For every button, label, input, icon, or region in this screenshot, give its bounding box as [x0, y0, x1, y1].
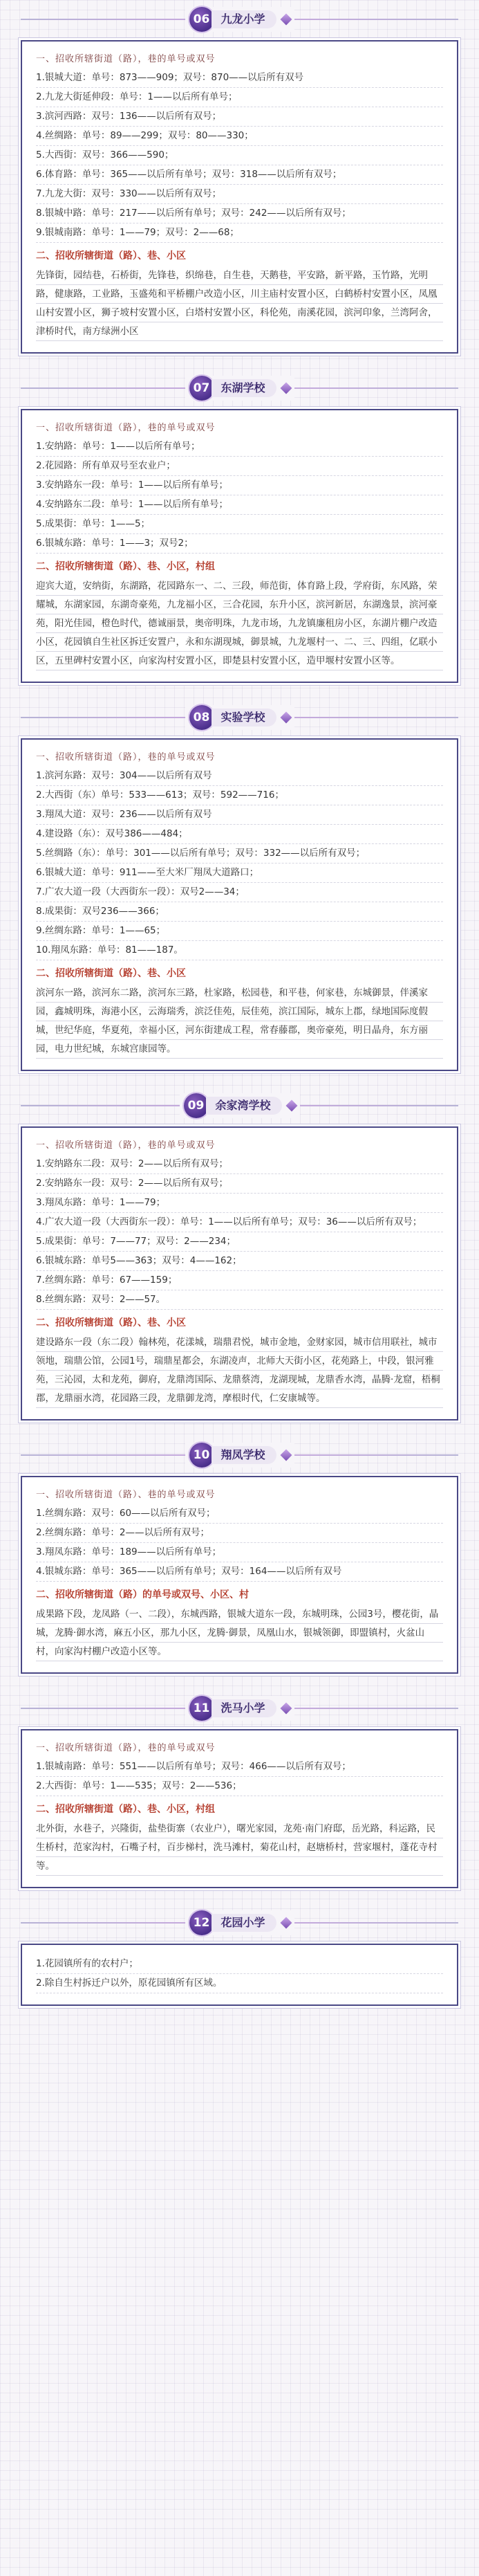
school-name: 东湖学校	[211, 379, 276, 397]
school-name: 洗马小学	[211, 1699, 276, 1717]
road-item: 7.九龙大街：双号：330——以后所有双号；	[36, 185, 443, 204]
road-list	[36, 1955, 443, 1993]
road-item: 7.广农大道一段（大西街东一段）：双号2——34；	[36, 883, 443, 902]
section-1-heading: 一、招收所辖街道（路），巷的单号或双号	[36, 423, 216, 433]
road-item: 1.安纳路：单号：1——以后所有单号；	[36, 437, 443, 457]
school-number: 07	[189, 376, 214, 401]
road-item: 6.体育路：单号：365——以后所有单号；双号：318——以后所有双号；	[36, 165, 443, 185]
road-item: 4.银城东路：单号：365——以后所有单号；双号：164——以后所有双号	[36, 1562, 443, 1582]
road-item: 1.安纳路东二段：双号：2——以后所有双号；	[36, 1155, 443, 1174]
road-item: 8.银城中路：单号：217——以后所有单号；双号：242——以后所有双号；	[36, 204, 443, 223]
section-1-heading: 一、招收所辖街道（路）、巷的单号或双号	[36, 1490, 216, 1500]
school-number: 12	[189, 1910, 214, 1935]
section-2-heading: 二、招收所辖街道（路）、巷、小区	[36, 968, 186, 979]
road-list	[36, 1504, 443, 1582]
section-1-heading: 一、招收所辖街道（路），巷的单号或双号	[36, 1743, 216, 1753]
school-section-12	[0, 1909, 479, 2006]
section-1-heading: 一、招收所辖街道（路），巷的单号或双号	[36, 1140, 216, 1151]
road-list	[36, 1155, 443, 1310]
section-2-heading: 二、招收所辖街道（路）的单号或双号、小区、村	[36, 1589, 249, 1600]
school-number: 09	[183, 1093, 208, 1118]
road-item: 1.丝绸东路：双号：60——以后所有双号；	[36, 1504, 443, 1524]
section-2-heading: 二、招收所辖街道（路）、巷、小区	[36, 250, 186, 262]
road-item: 2.除自生村拆迁户以外，原花园镇所有区域。	[36, 1974, 443, 1993]
road-item: 2.安纳路东一段：双号：2——以后所有双号；	[36, 1174, 443, 1194]
school-name: 实验学校	[211, 709, 276, 727]
school-card	[21, 409, 458, 683]
school-title-badge	[185, 1443, 294, 1468]
section-2-heading: 二、招收所辖街道（路）、巷、小区，村组	[36, 561, 215, 572]
road-item: 2.大西街（东）单号：533——613；双号：592——716；	[36, 786, 443, 805]
school-section-09	[0, 1092, 479, 1421]
road-item: 3.翔凤东路：单号：189——以后所有单号；	[36, 1543, 443, 1562]
section-2-heading: 二、招收所辖街道（路）、巷、小区	[36, 1317, 186, 1328]
diamond-icon	[280, 1703, 292, 1715]
road-item: 6.银城东路：单号5——363；双号：4——162；	[36, 1252, 443, 1271]
school-card	[21, 1126, 458, 1421]
section-2-text: 成果路下段，龙凤路（一、二段），东城西路，银城大道东一段，东城明珠，公园3号，樱花街，晶城，龙腾·御水湾，麻五小区，那九小区，龙腾·御景，凤凰山水，银城领御，即盟镇村，火盆山村，向家沟村棚户改造小区等。	[36, 1605, 443, 1661]
school-section-07	[0, 374, 479, 683]
school-title-row	[0, 1909, 479, 1937]
diamond-icon	[280, 1450, 292, 1461]
section-2-text: 滨河东一路，滨河东二路，滨河东三路，杜家路，松园巷，和平巷，何家巷，东城御景，伴溪家园，鑫城明珠，海港小区，云海瑞秀，滨泛佳苑，辰佳苑，滨江国际，城东上郡，绿地国际度假城，世纪华庭，华夏苑，幸福小区，河东街建成工程，常春藤郡，奥帝豪苑，明日晶舟，东方丽园，电力世纪城，东城宫康园等。	[36, 984, 443, 1059]
school-title-row	[0, 6, 479, 33]
school-card	[21, 1944, 458, 2006]
road-item: 8.成果街：双号236——366；	[36, 902, 443, 922]
road-item: 5.大西街：双号：366——590；	[36, 146, 443, 165]
road-item: 4.安纳路东二段：单号：1——以后所有单号；	[36, 495, 443, 515]
road-item: 1.花园镇所有的农村户；	[36, 1955, 443, 1974]
road-item: 1.银城大道：单号：873——909；双号：870——以后所有双号	[36, 68, 443, 88]
road-item: 6.银城大道：单号：911——至大米厂翔凤大道路口；	[36, 864, 443, 883]
school-number: 11	[189, 1696, 214, 1721]
school-title-row	[0, 1695, 479, 1722]
section-2-text: 先锋街，园结巷，石桥街，先锋巷，织绵巷，自生巷，天鹅巷，平安路，新平路，玉竹路，光明路，健康路，工业路，玉盛苑和平桥棚户改造小区，川主庙村安置小区，白鹤桥村安置小区，凤凰山村安置小区，狮子坡村安置小区，白塔村安置小区，科伦苑，南溪花园，滨河印象，兰湾阿舍，津桥时代，南方绿洲小区	[36, 266, 443, 341]
section-1-heading: 一、招收所辖街道（路），巷的单号或双号	[36, 752, 216, 762]
school-card	[21, 1729, 458, 1888]
school-name: 余家湾学校	[205, 1097, 281, 1115]
school-name: 翔凤学校	[211, 1446, 276, 1464]
road-item: 9.丝绸东路：单号：1——65；	[36, 922, 443, 941]
school-number: 06	[189, 7, 214, 32]
school-section-06	[0, 6, 479, 354]
school-title-badge	[179, 1093, 299, 1118]
school-title-badge	[185, 376, 294, 401]
school-name: 花园小学	[211, 1914, 276, 1932]
road-item: 1.滨河东路：双号：304——以后所有双号	[36, 767, 443, 786]
school-title-row	[0, 704, 479, 731]
road-item: 5.成果街：单号：7——77；双号：2——234；	[36, 1232, 443, 1252]
road-item: 9.银城南路：单号：1——79；双号：2——68；	[36, 223, 443, 243]
school-title-badge	[185, 1910, 294, 1935]
section-2-text: 迎宾大道，安纳街，东湖路，花园路东一、二、三段，师范街，体育路上段，学府街，东风路，荣耀城，东湖家园，东湖奇豪苑，九龙福小区，三合花园，东升小区，滨河新居，东湖逸景，滨河豪苑，阳光佳园，橙色时代，德诚丽景，奥帝明珠，九龙市场，九龙镇廉租房小区，东湖片棚户改造小区，花园镇自生社区拆迁安置户，永和东湖现城，御景城，九龙堰村一、二、三、四组，亿联小区，五里碑村安置小区，向家沟村安置小区，即楚县村安置小区，造甲堰村安置小区等。	[36, 577, 443, 670]
road-list	[36, 1757, 443, 1796]
school-title-row	[0, 1092, 479, 1120]
section-2-text: 北外街，水巷子，兴隆街，盐垫街寨（农业户），曙光家园，龙苑·南门府邸，岳光路，科运路，民生桥村，范家沟村，石嘴子村，百步梯村，洗马滩村，菊花山村，赵塘桥村，营家堰村，蓬花寺村等。	[36, 1820, 443, 1876]
road-item: 2.丝绸东路：单号：2——以后所有双号；	[36, 1524, 443, 1543]
diamond-icon	[280, 1917, 292, 1929]
school-card	[21, 738, 458, 1071]
diamond-icon	[280, 383, 292, 394]
road-item: 4.丝绸路：单号：89——299；双号：80——330；	[36, 127, 443, 146]
school-section-11	[0, 1695, 479, 1888]
road-item: 7.丝绸东路：单号：67——159；	[36, 1271, 443, 1290]
road-item: 4.广农大道一段（大西街东一段）：单号：1——以后所有单号；双号：36——以后所有双号；	[36, 1213, 443, 1232]
section-1-heading: 一、招收所辖街道（路），巷的单号或双号	[36, 54, 216, 64]
road-item: 4.建设路（东）：双号386——484；	[36, 825, 443, 844]
diamond-icon	[280, 712, 292, 724]
section-2-text: 建设路东一段（东二段）翰林苑，花漾城，瑞鼎君悦，城市金地，金财家园，城市信用联社，城市领地，瑞鼎公馆，公园1号，瑞鼎星都会，东湖凌声，北师大天街小区，花苑路上，中段，银河雅苑，三沁园，太和龙苑，御府，龙鼎湾国际、龙鼎蔡湾，龙湖现城，龙鼎香水湾，晶腾·龙窟，梧桐郡，龙鼎丽水湾，花园路三段，龙鼎御龙湾，摩根时代，仁安康城等。	[36, 1333, 443, 1408]
road-item: 8.丝绸东路：双号：2——57。	[36, 1290, 443, 1310]
school-title-row	[0, 374, 479, 402]
road-item: 2.大西街：单号：1——535；双号：2——536；	[36, 1777, 443, 1796]
road-list	[36, 68, 443, 243]
school-number: 08	[189, 705, 214, 730]
road-list	[36, 437, 443, 554]
school-name: 九龙小学	[211, 10, 276, 28]
road-item: 5.成果街：单号：1——5；	[36, 515, 443, 534]
school-section-08	[0, 704, 479, 1071]
road-item: 5.丝绸路（东）：单号：301——以后所有单号；双号：332——以后所有双号；	[36, 844, 443, 864]
road-item: 6.银城东路：单号：1——3；双号2；	[36, 534, 443, 554]
road-item: 3.翔凤东路：单号：1——79；	[36, 1194, 443, 1213]
road-item: 3.翔凤大道：双号：236——以后所有双号	[36, 805, 443, 825]
school-section-10	[0, 1441, 479, 1674]
school-number: 10	[189, 1443, 214, 1468]
road-item: 2.九龙大街延伸段：单号：1——以后所有单号；	[36, 88, 443, 107]
diamond-icon	[285, 1100, 297, 1112]
road-item: 1.银城南路：单号：551——以后所有单号；双号：466——以后所有双号；	[36, 1757, 443, 1777]
road-item: 2.花园路：所有单双号至农业户；	[36, 457, 443, 476]
school-title-badge	[185, 705, 294, 730]
school-title-badge	[185, 7, 294, 32]
road-list	[36, 767, 443, 960]
diamond-icon	[280, 14, 292, 26]
school-title-badge	[185, 1696, 294, 1721]
road-item: 3.滨河西路：双号：136——以后所有双号；	[36, 107, 443, 127]
school-title-row	[0, 1441, 479, 1469]
road-item: 10.翔凤东路：单号：81——187。	[36, 941, 443, 960]
section-2-heading: 二、招收所辖街道（路）、巷、小区，村组	[36, 1804, 215, 1815]
road-item: 3.安纳路东一段：单号：1——以后所有单号；	[36, 476, 443, 495]
school-card	[21, 1476, 458, 1674]
school-card	[21, 40, 458, 354]
